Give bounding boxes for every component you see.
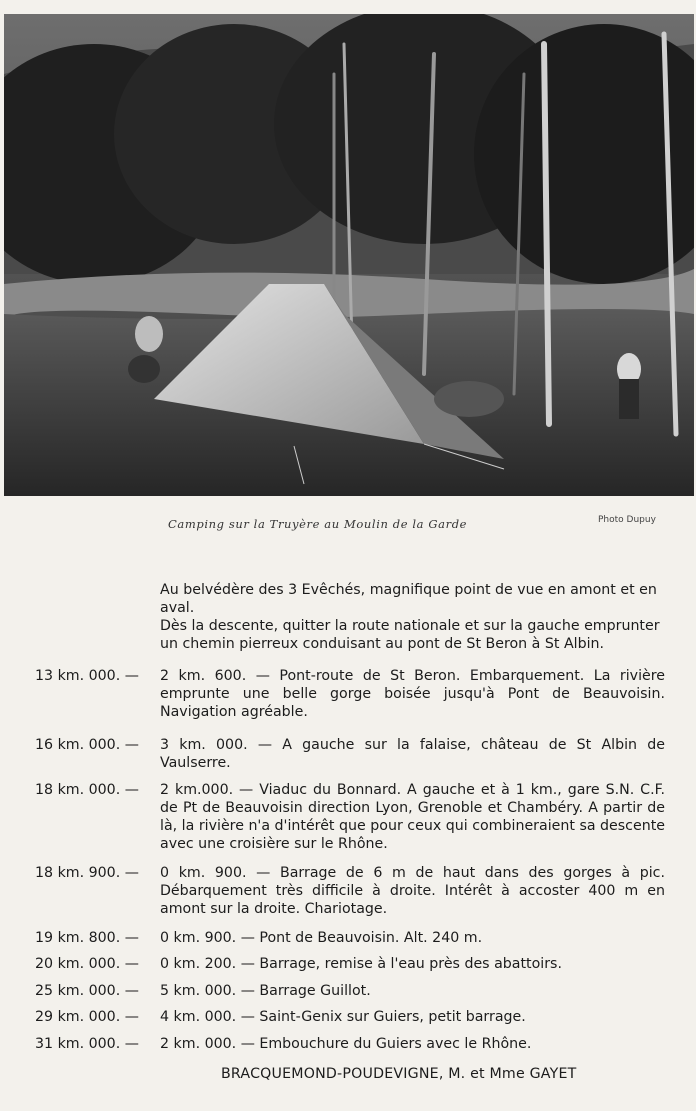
- photo-credit: Photo Dupuy: [598, 515, 656, 525]
- entry-cumulative-km: 25 km. 000. —: [35, 983, 139, 999]
- entry-cumulative-km: 13 km. 000. —: [35, 668, 139, 684]
- intro-paragraph: [160, 581, 665, 653]
- entry-description: 2 km.000. — Viaduc du Bonnard. A gauche et à 1 km., gare S.N. C.F. de Pt de Beauvoisin direction Lyon, Grenoble et Chambéry. A partir de là, la rivière n'a d'intérêt que pour ceux qui combineraient sa descente avec une croisière sur le Rhône.: [160, 782, 665, 852]
- entry-description: 0 km. 200. — Barrage, remise à l'eau près des abattoirs.: [160, 956, 562, 972]
- intro-line-descente: Dès la descente, quitter la route nationale et sur la gauche emprunter un chemin pierreux conduisant au pont de St Beron à St Albin.: [160, 618, 660, 652]
- entry-cumulative-km: 16 km. 000. —: [35, 737, 139, 753]
- entry-cumulative-km: 18 km. 000. —: [35, 782, 139, 798]
- authors-signature: BRACQUEMOND-POUDEVIGNE, M. et Mme GAYET: [221, 1066, 577, 1082]
- entry-cumulative-km: 19 km. 800. —: [35, 930, 139, 946]
- entry-cumulative-km: 18 km. 900. —: [35, 865, 139, 881]
- entry-description: 0 km. 900. — Barrage de 6 m de haut dans des gorges à pic. Débarquement très difficile à droite. Intérêt à accoster 400 m en amont sur la droite. Chariotage.: [160, 865, 665, 917]
- entry-description: 4 km. 000. — Saint-Genix sur Guiers, petit barrage.: [160, 1009, 526, 1025]
- entry-description: 2 km. 000. — Embouchure du Guiers avec le Rhône.: [160, 1036, 532, 1052]
- intro-line-belvedere: Au belvédère des 3 Evêchés, magnifique point de vue en amont et en aval.: [160, 582, 657, 616]
- entry-cumulative-km: 20 km. 000. —: [35, 956, 139, 972]
- photo-caption: Camping sur la Truyère au Moulin de la Garde: [168, 517, 468, 531]
- entry-description: 2 km. 600. — Pont-route de St Beron. Embarquement. La rivière emprunte une belle gorge boisée jusqu'à Pont de Beauvoisin. Navigation agréable.: [160, 668, 665, 720]
- entry-description: 5 km. 000. — Barrage Guillot.: [160, 983, 371, 999]
- entry-description: 3 km. 000. — A gauche sur la falaise, château de St Albin de Vaulserre.: [160, 737, 665, 771]
- camping-photo: [4, 14, 694, 496]
- entry-description: 0 km. 900. — Pont de Beauvoisin. Alt. 240 m.: [160, 930, 483, 946]
- entry-cumulative-km: 29 km. 000. —: [35, 1009, 139, 1025]
- entry-cumulative-km: 31 km. 000. —: [35, 1036, 139, 1052]
